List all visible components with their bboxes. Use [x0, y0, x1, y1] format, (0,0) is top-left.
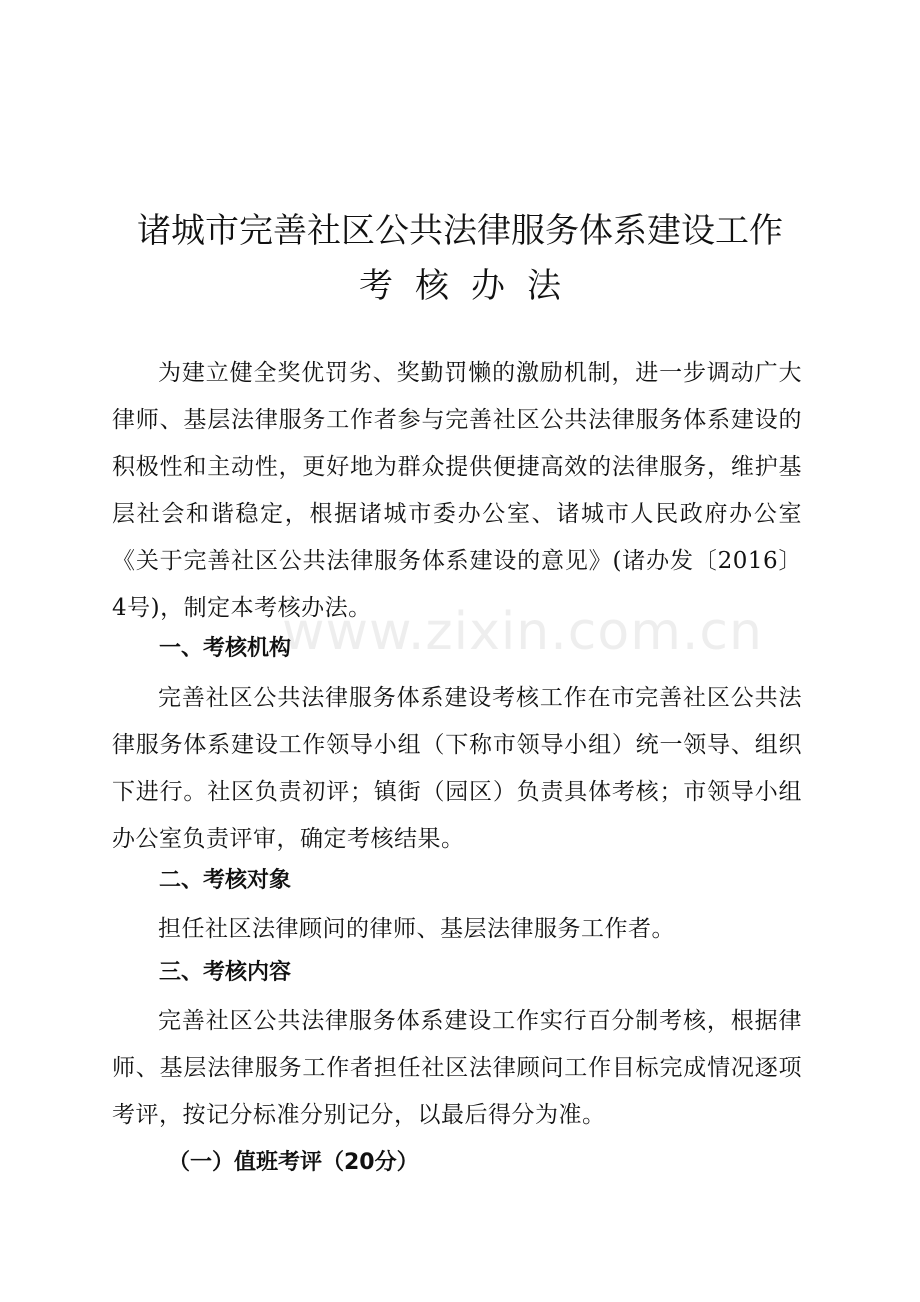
document-title-line2: 考核办法	[359, 266, 583, 306]
section-body-organization: 完善社区公共法律服务体系建设考核工作在市完善社区公共法律服务体系建设工作领导小组（下称市领导小组）统一领导、组织下进行。社区负责初评；镇街（园区）负责具体考核；市领导小组办公室负责评审，确定考核结果。	[112, 685, 802, 852]
watermark-text: www.zixin.com.cn	[282, 602, 763, 662]
section-body-subjects: 担任社区法律顾问的律师、基层法律服务工作者。	[158, 916, 675, 942]
section-heading-content: 三、考核内容	[159, 960, 292, 985]
section-heading-subjects: 二、考核对象	[159, 868, 292, 893]
document-title-line1: 诸城市完善社区公共法律服务体系建设工作	[137, 211, 783, 251]
subsection-heading-duty: （一）值班考评（20分）	[168, 1150, 419, 1175]
section-body-content: 完善社区公共法律服务体系建设工作实行百分制考核，根据律师、基层法律服务工作者担任社区法律顾问工作目标完成情况逐项考评，按记分标准分别记分，以最后得分为准。	[112, 1008, 802, 1128]
intro-paragraph: 为建立健全奖优罚劣、奖勤罚懒的激励机制，进一步调动广大律师、基层法律服务工作者参与完善社区公共法律服务体系建设的积极性和主动性，更好地为群众提供便捷高效的法律服务，维护基层社会和谐稳定，根据诸城市委办公室、诸城市人民政府办公室《关于完善社区公共法律服务体系建设的意见》(诸办发〔2016〕4号)，制定本考核办法。	[112, 360, 802, 621]
section-heading-organization: 一、考核机构	[159, 636, 292, 661]
